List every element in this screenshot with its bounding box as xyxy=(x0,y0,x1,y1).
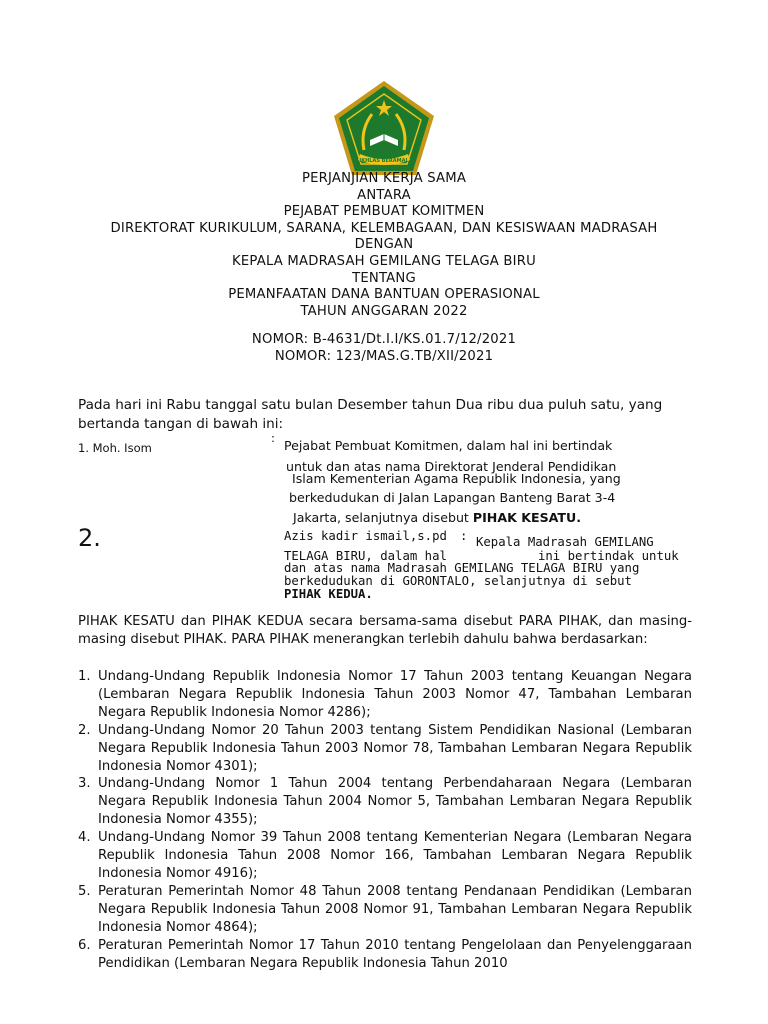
title-line: PEMANFAATAN DANA BANTUAN OPERASIONAL xyxy=(228,287,540,303)
list-number: 6. xyxy=(78,937,91,953)
party2-line: berkedudukan di GORONTALO, selanjutnya di sebut xyxy=(284,574,632,588)
list-text: Peraturan Pemerintah Nomor 17 Tahun 2010 tentang Pengelolaan dan Penyelenggaraan Pendidikan (Lembaran Negara Republik Indonesia Tahun 2010 xyxy=(98,937,692,971)
list-text: Undang-Undang Nomor 20 Tahun 2003 tentang Sistem Pendidikan Nasional (Lembaran Negara Republik Indonesia Tahun 2003 Nomor 78, Tambahan Lembaran Negara Republik Indonesia Nomor 4301); xyxy=(98,722,692,774)
party1-suffix-text: Jakarta, selanjutnya disebut xyxy=(293,510,473,525)
nomor-line: NOMOR: B-4631/Dt.I.I/KS.01.7/12/2021 xyxy=(251,332,517,347)
title-line: TAHUN ANGGARAN 2022 xyxy=(300,303,468,319)
list-item xyxy=(78,668,692,722)
opening-line: Pada hari ini Rabu tanggal satu bulan Desember tahun Dua ribu dua puluh satu, yang xyxy=(78,397,663,413)
title-line: PEJABAT PEMBUAT KOMITMEN xyxy=(283,204,485,220)
title-line: DIREKTORAT KURIKULUM, SARANA, KELEMBAGAAN, DAN KESISWAAN MADRASAH xyxy=(110,220,658,236)
party2-colon: : xyxy=(460,529,468,543)
party1-name: 1. Moh. Isom xyxy=(78,441,152,455)
party2-line: TELAGA BIRU, dalam hal xyxy=(284,549,447,563)
title-line: TENTANG xyxy=(352,270,416,286)
title-line: DENGAN xyxy=(354,237,414,253)
title-line: KEPALA MADRASAH GEMILANG TELAGA BIRU xyxy=(232,253,536,269)
intro-paragraph: PIHAK KESATU dan PIHAK KEDUA secara bersama-sama disebut PARA PIHAK, dan masing-masing disebut PIHAK. PARA PIHAK menerangkan terlebih dahulu bahwa berdasarkan: xyxy=(78,614,692,647)
list-text: Undang-Undang Republik Indonesia Nomor 17 Tahun 2003 tentang Keuangan Negara (Lembaran Negara Republik Indonesia Tahun 2003 Nomor 47, Tambahan Lembaran Negara Republik Indonesia Nomor 4286); xyxy=(98,669,692,720)
list-number: 1. xyxy=(78,669,91,684)
title-line: PERJANJIAN KERJA SAMA xyxy=(301,171,467,186)
list-item xyxy=(78,883,692,937)
list-text: Undang-Undang Nomor 1 Tahun 2004 tentang Perbendaharaan Negara (Lembaran Negara Republik Indonesia Tahun 2004 Nomor 5, Tambahan Lembaran Negara Republik Indonesia Nomor 4355); xyxy=(98,776,692,828)
list-item xyxy=(78,775,692,829)
party2-line: ini bertindak untuk xyxy=(538,549,679,563)
party2-number: 2. xyxy=(78,524,101,552)
party1-line: untuk dan atas nama Direktorat Jenderal Pendidikan xyxy=(286,459,617,474)
title-line: ANTARA xyxy=(357,187,411,203)
nomor-block xyxy=(60,332,708,365)
list-number: 3. xyxy=(78,776,91,792)
list-number: 2. xyxy=(78,722,91,738)
kemenag-logo xyxy=(330,78,438,178)
party1-line: Islam Kementerian Agama Republik Indonesia, yang xyxy=(292,471,621,486)
party1-line: Pejabat Pembuat Komitmen, dalam hal ini bertindak xyxy=(284,438,613,453)
list-item xyxy=(78,722,692,776)
list-text: Undang-Undang Nomor 39 Tahun 2008 tentang Kementerian Negara (Lembaran Negara Republik Indonesia Tahun 2008 Nomor 166, Tambahan Lembaran Negara Republik Indonesia Nomor 4916); xyxy=(98,830,692,881)
document-header xyxy=(60,171,708,320)
party2-line: dan atas nama Madrasah GEMILANG TELAGA BIRU yang xyxy=(284,561,640,575)
list-number: 4. xyxy=(78,830,91,846)
list-item xyxy=(78,829,692,883)
list-item xyxy=(78,937,692,973)
list-text: Peraturan Pemerintah Nomor 48 Tahun 2008 tentang Pendanaan Pendidikan (Lembaran Negara Republik Indonesia Tahun 2008 Nomor 91, Tambahan Lembaran Negara Republik Indonesia Nomor 4864); xyxy=(98,883,692,935)
law-list xyxy=(78,668,692,972)
opening-line: bertanda tangan di bawah ini: xyxy=(78,416,284,432)
logo-caption: IKHLAS BERAMAL xyxy=(359,158,409,164)
pihak-kesatu-label: PIHAK KESATU. xyxy=(472,510,582,525)
nomor-line: NOMOR: 123/MAS.G.TB/XII/2021 xyxy=(274,348,494,364)
party2-role: Kepala Madrasah GEMILANG xyxy=(476,535,654,549)
pihak-kedua-label: PIHAK KEDUA. xyxy=(284,587,373,601)
list-number: 5. xyxy=(78,883,91,899)
party1-colon: : xyxy=(271,431,275,445)
party1-line: berkedudukan di Jalan Lapangan Banteng Barat 3-4 xyxy=(289,490,616,505)
party2-name: Azis kadir ismail,s.pd xyxy=(284,529,447,543)
party1-line-last xyxy=(293,510,581,525)
